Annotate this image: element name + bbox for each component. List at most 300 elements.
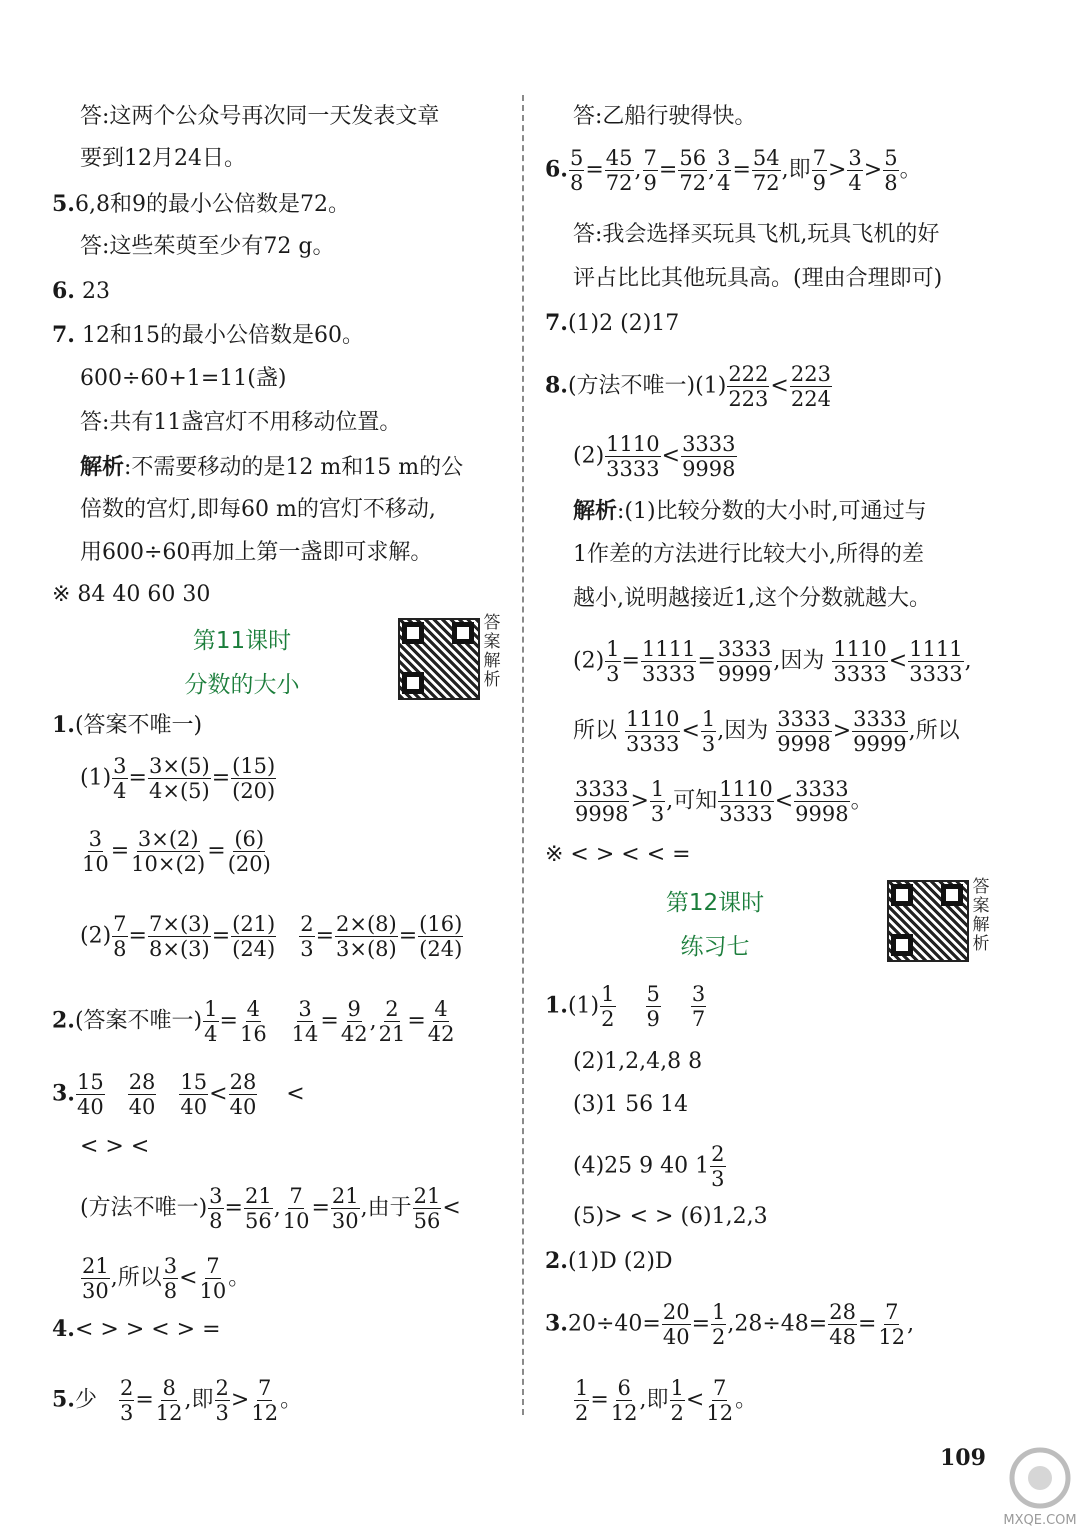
question-text: 23 (81, 279, 110, 304)
question-number: 3. (52, 1080, 75, 1107)
denominator: 3333 (606, 457, 660, 482)
fraction (828, 1300, 857, 1349)
calc-text: 20÷40= (567, 1311, 661, 1337)
fraction (574, 1376, 589, 1425)
numerator: 21 (244, 1184, 272, 1208)
question-number: 3. (545, 1310, 568, 1337)
watermark-logo (1000, 1440, 1080, 1530)
numerator: 45 (605, 146, 633, 170)
fraction-row: (2) $\frac{1110}{3333}$ < $\frac{3333}{9998}$ (573, 432, 736, 482)
exercise-3: 3.20÷40= $\frac{20}{40}$ = $\frac{1}{2}$ ,28÷48= $\frac{28}{48}$ = $\frac{7}{12}$ , (545, 1300, 915, 1350)
fraction (600, 982, 615, 1031)
denominator: 72 (605, 171, 633, 196)
fraction (227, 827, 272, 876)
calc-row: $\frac{1}{2}$ = $\frac{6}{12}$ ,即 $\frac{1}{2}$ < $\frac{7}{12}$ 。 (575, 1376, 758, 1426)
answer-line: (5)> < > (6)1,2,3 (573, 1204, 768, 1229)
fraction (569, 146, 584, 195)
numerator: (6) (234, 827, 265, 851)
answer-line: 答:这两个公众号再次同一天发表文章 (80, 104, 440, 129)
numerator: 1110 (606, 432, 660, 456)
denominator: 40 (662, 1325, 690, 1350)
comparison-sign: < (209, 1081, 228, 1107)
numerator: (16) (419, 912, 463, 936)
question-number: 4. (52, 1316, 75, 1342)
denominator: 9998 (795, 802, 849, 827)
numerator: 4 (434, 997, 448, 1021)
lesson-title: 第12课时 (665, 890, 765, 916)
part-label: (1) (80, 765, 112, 791)
numerator: 2 (711, 1142, 725, 1166)
numerator: 7 (713, 1376, 727, 1400)
qr-label-char: 析 (483, 670, 501, 690)
numerator: 3×(2) (137, 827, 199, 851)
numerator: 1 (701, 707, 716, 731)
analysis-label: 解析 (573, 498, 618, 524)
numerator: (21) (232, 912, 276, 936)
fraction (574, 777, 629, 826)
fraction (340, 997, 369, 1046)
numerator: 7 (206, 1254, 220, 1278)
qr-code[interactable] (398, 618, 480, 700)
fraction (331, 1184, 360, 1233)
exercise-1 (545, 982, 707, 1031)
part-label: (2) (80, 923, 112, 949)
numerator: 21 (331, 1184, 359, 1208)
question-text: (1)2 (2)17 (567, 311, 680, 336)
numerator: 3×(5) (148, 754, 210, 778)
numerator: 2 (300, 912, 314, 936)
denominator: 56 (244, 1209, 272, 1234)
numerator: 6 (617, 1376, 631, 1400)
numerator: 1111 (641, 637, 696, 661)
numerator: 56 (679, 146, 707, 170)
numerator: 3 (298, 997, 312, 1021)
denominator: 40 (180, 1095, 208, 1120)
fraction (215, 1376, 230, 1425)
fraction (711, 1300, 726, 1349)
analysis-text: :(1)比较分数的大小时,可通过与 (617, 499, 927, 524)
numerator: 2 (119, 1376, 134, 1400)
numerator: 1 (204, 997, 218, 1021)
part-label: (1) (567, 993, 600, 1019)
method-row: (方法不唯一) $\frac{3}{8}$ = $\frac{21}{56}$ , $\frac{7}{10}$ = $\frac{21}{30}$ ,由于 $\frac{21}{56}$ < (80, 1184, 461, 1234)
exercise-5: 5.少 $\frac{2}{3}$ = $\frac{8}{12}$ ,即 $\frac{2}{3}$ > $\frac{7}{12}$ 。 (52, 1376, 303, 1426)
denominator: 3333 (626, 732, 680, 757)
numerator: 8 (162, 1376, 176, 1400)
numerator: 3 (209, 1184, 223, 1208)
analysis-formula: (2) $\frac{1}{3}$ = $\frac{1111}{3333}$ = $\frac{3333}{9999}$ ,因为 $\frac{1110}{3333}$ < $\frac{1111}{3333}$ , (573, 637, 972, 687)
analysis-label: 解析 (80, 454, 125, 480)
numerator: 15 (180, 1070, 208, 1094)
fraction-row: (2) $\frac{7}{8}$ = $\frac{7\times(3)}{8\times(3)}$ = $\frac{(21)}{(24)}$ $\frac{2}{3}$ = $\frac{2\times(8)}{3\times(8)}$ = $\frac{(16)}{(24)}$ (80, 912, 463, 962)
numerator: 2 (385, 997, 399, 1021)
fraction (847, 146, 862, 195)
fraction (710, 1142, 725, 1191)
denominator: 21 (378, 1022, 406, 1047)
fraction (681, 432, 736, 481)
fraction (691, 982, 706, 1031)
numerator: 1 (670, 1376, 684, 1400)
denominator: 30 (331, 1209, 359, 1234)
denominator: 3 (701, 732, 716, 757)
fraction (231, 912, 276, 961)
calc-text: ,28÷48= (727, 1311, 828, 1337)
numerator: 7 (812, 146, 826, 170)
denominator: 3 (215, 1401, 229, 1426)
analysis-text: :不需要移动的是12 m和15 m的公 (124, 455, 464, 480)
denominator: 40 (229, 1095, 257, 1120)
numerator: 28 (128, 1070, 156, 1094)
denominator: 3333 (719, 802, 773, 827)
denominator: 8 (209, 1209, 223, 1234)
connector-text: ,所以 (110, 1265, 162, 1291)
denominator: 48 (829, 1325, 856, 1350)
denominator: 16 (239, 1022, 267, 1047)
analysis-formula: 所以 $\frac{1110}{3333}$ < $\frac{1}{3}$ ,因为 $\frac{3333}{9998}$ > $\frac{3333}{9999}$ ,所以 (573, 707, 960, 757)
denominator: 8 (113, 937, 127, 962)
denominator: 8×(3) (148, 937, 210, 962)
fraction (413, 1184, 442, 1233)
denominator: 4 (204, 1022, 218, 1047)
question-number: 7. (52, 322, 75, 348)
connector-text: ,因为 (773, 648, 825, 674)
fraction (790, 362, 832, 411)
denominator: 9 (643, 171, 657, 196)
question-number: 8. (545, 372, 568, 399)
numerator: 28 (229, 1070, 257, 1094)
fraction (112, 912, 127, 961)
denominator: 9998 (777, 732, 831, 757)
part-label: (2) (573, 443, 605, 469)
numerator: 20 (662, 1300, 690, 1324)
lesson-title: 第11课时 (192, 628, 292, 654)
exercise-4 (52, 1314, 221, 1345)
fraction (427, 997, 456, 1046)
question-5 (52, 189, 350, 220)
denominator: 12 (610, 1401, 638, 1426)
answer-text: (4)25 9 40 1 (573, 1153, 710, 1179)
numerator: 15 (76, 1070, 104, 1094)
fraction (716, 146, 731, 195)
page-number: 109 (940, 1445, 986, 1471)
exercise-2 (545, 1246, 673, 1277)
extra-answers: ※ < > < < = (545, 842, 691, 867)
numerator: 3 (717, 146, 731, 170)
denominator: 2 (601, 1007, 615, 1032)
fraction (908, 637, 963, 686)
denominator: (24) (232, 937, 276, 962)
numerator: 21 (82, 1254, 109, 1278)
fraction (282, 1184, 311, 1233)
connector-text: ,即 (781, 157, 811, 183)
fraction (752, 146, 781, 195)
fraction (299, 912, 314, 961)
numerator: 1 (712, 1300, 726, 1324)
qr-finder (891, 884, 913, 906)
numerator: 5 (884, 146, 898, 170)
fraction (179, 1070, 208, 1119)
answer-line (573, 1142, 727, 1191)
fraction-row: $\frac{3}{10}$ = $\frac{3\times(2)}{10\times(2)}$ = $\frac{(6)}{(20)}$ (82, 827, 271, 877)
question-number: 5. (52, 191, 75, 217)
numerator: 1110 (626, 707, 680, 731)
fraction (155, 1376, 184, 1425)
answer-line: 答:我会选择买玩具飞机,玩具飞机的好 (573, 222, 940, 247)
watermark-center (1028, 1466, 1052, 1490)
analysis-line (80, 452, 463, 483)
qr-finder (402, 622, 424, 644)
numerator: 222 (728, 362, 769, 386)
numerator: 5 (569, 146, 584, 170)
analysis-formula: $\frac{3333}{9998}$ > $\frac{1}{3}$ ,可知 $\frac{1110}{3333}$ < $\frac{3333}{9998}$ 。 (575, 777, 873, 827)
numerator: 223 (790, 362, 831, 386)
denominator: 8 (163, 1279, 178, 1304)
fraction (717, 637, 772, 686)
method-note: (方法不唯一) (80, 1195, 208, 1221)
denominator: 42 (340, 1022, 368, 1047)
fraction (605, 432, 660, 481)
fraction (852, 707, 907, 756)
qr-code[interactable] (887, 880, 969, 962)
fraction (81, 1254, 110, 1303)
fraction (250, 1376, 279, 1425)
question-number: 2. (545, 1248, 568, 1274)
numerator: 7 (289, 1184, 303, 1208)
exercise-1 (52, 710, 202, 741)
fraction (678, 146, 707, 195)
fraction (812, 146, 827, 195)
denominator: 3×(8) (336, 937, 397, 962)
lesson-subtitle: 分数的大小 (184, 672, 300, 698)
numerator: 2 (215, 1376, 229, 1400)
denominator: 56 (413, 1209, 441, 1234)
numerator: 3 (113, 754, 127, 778)
qr-finder (402, 672, 424, 694)
fraction (883, 146, 898, 195)
fraction (231, 754, 276, 803)
fraction (335, 912, 398, 961)
question-number: 5. (52, 1386, 75, 1413)
numerator: 3 (848, 146, 862, 170)
connector-text: ,可知 (666, 788, 718, 814)
fraction (625, 707, 680, 756)
denominator: 3 (606, 662, 620, 687)
fraction (148, 754, 211, 803)
analysis-line (573, 496, 927, 527)
numerator: 3 (691, 982, 706, 1006)
denominator: 9 (812, 171, 826, 196)
fraction (76, 1070, 105, 1119)
fraction (646, 982, 661, 1031)
denominator: 14 (291, 1022, 319, 1047)
fraction (229, 1070, 258, 1119)
answer-line: 要到12月24日。 (80, 146, 246, 171)
numerator: 3333 (682, 432, 736, 456)
answer-line: (2)1,2,4,8 8 (573, 1049, 703, 1074)
question-number: 1. (52, 712, 75, 738)
connector-text: 所以 (573, 718, 618, 744)
denominator: 4 (848, 171, 862, 196)
numerator: 7 (258, 1376, 272, 1400)
denominator: 4 (113, 779, 127, 804)
question-number: 7. (545, 310, 568, 336)
comparison-row: < > < (80, 1134, 150, 1159)
comparison-sign: < (442, 1195, 461, 1221)
qr-label-char: 答 (483, 613, 501, 633)
numerator: 3333 (717, 637, 772, 661)
numerator: 3 (88, 827, 103, 851)
fraction (418, 912, 463, 961)
fraction (605, 146, 634, 195)
numerator: 4 (246, 997, 260, 1021)
numerator: 1111 (909, 637, 963, 661)
question-text: 12和15的最小公倍数是60。 (81, 323, 364, 348)
exercise-2: 2.(答案不唯一) $\frac{1}{4}$ = $\frac{4}{16}$ $\frac{3}{14}$ = $\frac{9}{42}$ , $\frac{2}{21}$ = $\frac{4}{42}$ (52, 997, 455, 1047)
denominator: 42 (427, 1022, 455, 1047)
numerator: 7 (885, 1300, 899, 1324)
fraction (670, 1376, 685, 1425)
denominator: 2 (670, 1401, 684, 1426)
fraction (291, 997, 320, 1046)
qr-finder (941, 884, 963, 906)
comparison-sign: < (286, 1081, 305, 1107)
fraction (163, 1254, 178, 1303)
denominator: 2 (575, 1401, 589, 1426)
denominator: 2 (712, 1325, 726, 1350)
numerator: (15) (232, 754, 276, 778)
qr-label-char: 析 (972, 934, 990, 954)
calculation-line: 600÷60+1=11(盏) (80, 366, 287, 391)
fraction (128, 1070, 157, 1119)
qr-finder (452, 622, 474, 644)
denominator: 12 (878, 1325, 906, 1350)
answer-line: 答:这些茱萸至少有72 g。 (80, 234, 335, 259)
denominator: 30 (82, 1279, 109, 1304)
connector-text: ,因为 (717, 718, 769, 744)
denominator: 4×(5) (148, 779, 210, 804)
denominator: 9998 (682, 457, 736, 482)
qr-finder (891, 934, 913, 956)
fraction (776, 707, 831, 756)
question-number: 6. (545, 156, 568, 183)
denominator: 3 (711, 1167, 725, 1192)
fraction (239, 997, 268, 1046)
connector-text: ,即 (184, 1387, 214, 1413)
denominator: 3333 (909, 662, 963, 687)
denominator: 10 (282, 1209, 310, 1234)
connector-text: ,所以 (908, 718, 960, 744)
fraction (643, 146, 658, 195)
question-6: 6. $\frac{5}{8}$ = $\frac{45}{72}$ , $\frac{7}{9}$ = $\frac{56}{72}$ , $\frac{3}{4}$ = $\frac{54}{72}$ ,即 $\frac{7}{9}$ > $\frac{3}{4}$ > $\frac{5}{8}$ 。 (545, 146, 922, 196)
answer-line: (3)1 56 14 (573, 1092, 689, 1117)
denominator: 12 (251, 1401, 279, 1426)
fraction (119, 1376, 134, 1425)
denominator: 3333 (833, 662, 887, 687)
denominator: 72 (752, 171, 780, 196)
denominator: 10 (199, 1279, 227, 1304)
denominator: 7 (691, 1007, 706, 1032)
fraction (641, 637, 696, 686)
denominator: 9999 (717, 662, 772, 687)
question-text: < > > < > = (74, 1317, 221, 1342)
analysis-line: 用600÷60再加上第一盏即可求解。 (80, 540, 433, 565)
fraction (662, 1300, 691, 1349)
question-note: (答案不唯一) (74, 713, 203, 738)
numerator: 1 (575, 1376, 589, 1400)
denominator: 8 (569, 171, 584, 196)
numerator: 21 (413, 1184, 441, 1208)
qr-label (480, 614, 504, 690)
question-6 (52, 276, 110, 307)
qr-label-char: 解 (972, 915, 990, 935)
fraction (705, 1376, 734, 1425)
answer-line: 答:乙船行驶得快。 (573, 104, 757, 129)
question-number: 6. (52, 278, 75, 304)
denominator: (20) (227, 852, 271, 877)
numerator: 1 (650, 777, 665, 801)
numerator: 5 (646, 982, 660, 1006)
fraction (650, 777, 665, 826)
question-text: (1)D (2)D (567, 1249, 673, 1274)
fraction (148, 912, 211, 961)
fraction (877, 1300, 906, 1349)
analysis-line: 倍数的宫灯,即每60 m的宫灯不移动, (80, 497, 436, 522)
part-label: (2) (573, 648, 605, 674)
denominator: 3 (119, 1401, 134, 1426)
denominator: 40 (128, 1095, 156, 1120)
fraction (701, 707, 716, 756)
fraction (610, 1376, 639, 1425)
fraction (199, 1254, 228, 1303)
fraction (244, 1184, 273, 1233)
numerator: 9 (347, 997, 361, 1021)
column-divider (522, 95, 524, 1415)
exercise-3 (52, 1070, 305, 1119)
denominator: 223 (728, 387, 769, 412)
numerator: 3333 (853, 707, 907, 731)
denominator: 40 (76, 1095, 104, 1120)
question-8: 8.(方法不唯一)(1) $\frac{222}{223}$ < $\frac{223}{224}$ (545, 362, 831, 412)
question-number: 1. (545, 992, 568, 1019)
qr-label (969, 878, 993, 954)
fraction (605, 637, 620, 686)
denominator: 72 (679, 171, 707, 196)
analysis-line: 1作差的方法进行比较大小,所得的差 (573, 542, 924, 567)
denominator: 4 (717, 171, 731, 196)
qr-label-char: 案 (483, 632, 501, 652)
numerator: 2×(8) (336, 912, 397, 936)
denominator: (24) (419, 937, 463, 962)
fraction-row: (1) $\frac{3}{4}$ = $\frac{3\times(5)}{4\times(5)}$ = $\frac{(15)}{(20)}$ (80, 754, 276, 804)
numerator: 3333 (795, 777, 849, 801)
denominator: (20) (232, 779, 276, 804)
denominator: 9 (646, 1007, 660, 1032)
denominator: 3 (650, 802, 665, 827)
question-note: (方法不唯一)(1) (567, 373, 727, 399)
fraction (832, 637, 887, 686)
numerator: 54 (752, 146, 780, 170)
numerator: 1110 (833, 637, 887, 661)
denominator: 8 (884, 171, 898, 196)
question-number: 2. (52, 1007, 75, 1034)
fraction (112, 754, 127, 803)
answer-line: 答:共有11盏宫灯不用移动位置。 (80, 410, 402, 435)
fraction (203, 997, 218, 1046)
numerator: 1110 (719, 777, 773, 801)
numerator: 7 (113, 912, 127, 936)
fraction (130, 827, 206, 876)
numerator: 3333 (575, 777, 629, 801)
